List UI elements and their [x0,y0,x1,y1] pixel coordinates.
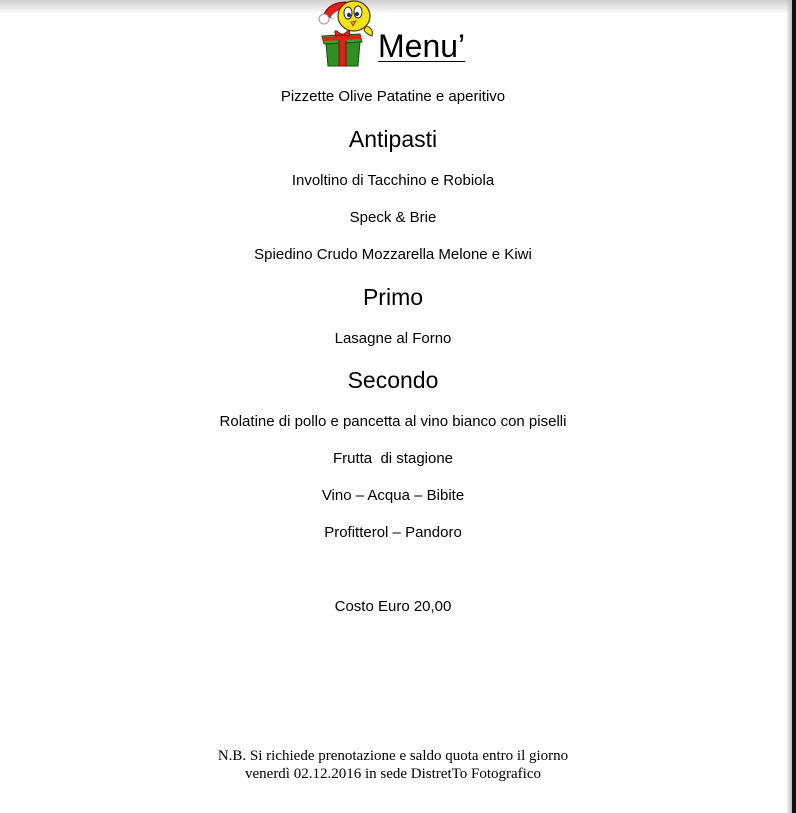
menu-item: Lasagne al Forno [334,330,452,347]
menu-title: Menu’ [378,28,466,64]
aperitivo-line: Pizzette Olive Patatine e aperitivo [280,88,506,105]
section-heading-primo: Primo [362,284,424,310]
reservation-note-line-2: venerdì 02.12.2016 in sede DistretTo Fotografico [245,766,541,782]
menu-item: Vino – Acqua – Bibite [321,487,465,504]
price-line: Costo Euro 20,00 [334,598,452,615]
menu-item: Rolatine di pollo e pancetta al vino bianco con piselli [219,413,567,430]
menu-item: Profitterol – Pandoro [324,524,462,541]
reservation-note-line-1: N.B. Si richiede prenotazione e saldo quota entro il giorno [217,748,569,764]
menu-item: Spiedino Crudo Mozzarella Melone e Kiwi [254,246,532,263]
section-heading-secondo: Secondo [347,367,439,393]
menu-header [0,0,786,70]
menu-item: Involtino di Tacchino e Robiola [291,172,495,189]
section-heading-antipasti: Antipasti [348,126,438,152]
right-scroll-edge [792,0,796,813]
menu-item: Speck & Brie [349,209,437,226]
menu-item: Frutta di stagione [332,450,454,467]
christmas-bird-gift-icon [316,0,378,68]
